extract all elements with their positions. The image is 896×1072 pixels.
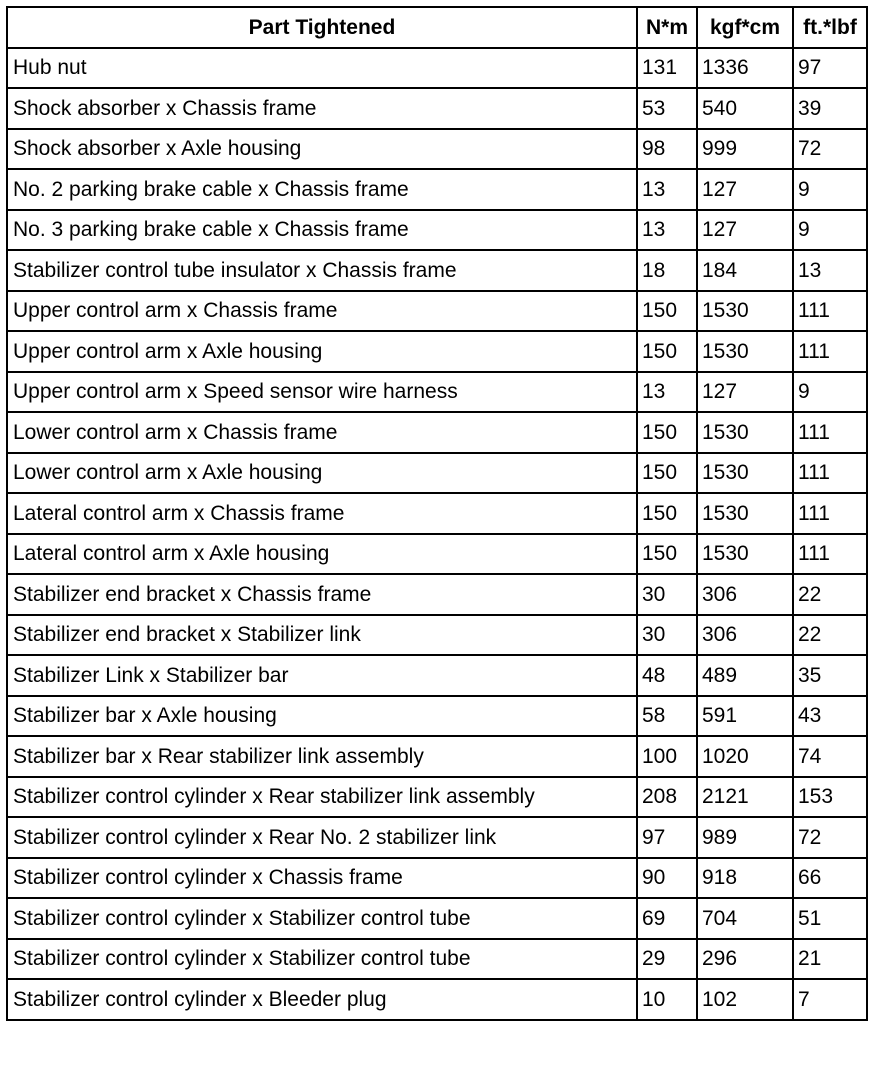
table-row: [7, 736, 867, 777]
table-row: [7, 615, 867, 656]
cell-part-tightened: Stabilizer control cylinder x Stabilizer control tube: [7, 939, 637, 980]
cell-nm: 69: [637, 898, 697, 939]
cell-kgf-cm: 306: [697, 615, 793, 656]
cell-ft-lbf: 39: [793, 88, 867, 129]
cell-kgf-cm: 1530: [697, 453, 793, 494]
header-nm: N*m: [637, 7, 697, 48]
cell-kgf-cm: 306: [697, 574, 793, 615]
table-row: [7, 574, 867, 615]
cell-nm: 131: [637, 48, 697, 89]
table-row: [7, 939, 867, 980]
cell-kgf-cm: 591: [697, 696, 793, 737]
cell-nm: 97: [637, 817, 697, 858]
cell-ft-lbf: 21: [793, 939, 867, 980]
table-row: [7, 372, 867, 413]
cell-ft-lbf: 72: [793, 817, 867, 858]
cell-nm: 90: [637, 858, 697, 899]
cell-kgf-cm: 704: [697, 898, 793, 939]
cell-ft-lbf: 111: [793, 453, 867, 494]
cell-kgf-cm: 1530: [697, 331, 793, 372]
table-row: [7, 493, 867, 534]
cell-kgf-cm: 184: [697, 250, 793, 291]
cell-nm: 30: [637, 615, 697, 656]
table-row: [7, 331, 867, 372]
cell-part-tightened: Lower control arm x Axle housing: [7, 453, 637, 494]
table-row: [7, 453, 867, 494]
cell-part-tightened: Stabilizer control tube insulator x Chassis frame: [7, 250, 637, 291]
cell-kgf-cm: 127: [697, 169, 793, 210]
table-row: [7, 696, 867, 737]
cell-ft-lbf: 66: [793, 858, 867, 899]
cell-part-tightened: Stabilizer control cylinder x Rear No. 2 stabilizer link: [7, 817, 637, 858]
cell-ft-lbf: 22: [793, 574, 867, 615]
cell-part-tightened: Stabilizer bar x Rear stabilizer link assembly: [7, 736, 637, 777]
cell-nm: 100: [637, 736, 697, 777]
cell-nm: 208: [637, 777, 697, 818]
cell-part-tightened: Stabilizer control cylinder x Rear stabilizer link assembly: [7, 777, 637, 818]
cell-part-tightened: Upper control arm x Axle housing: [7, 331, 637, 372]
cell-kgf-cm: 1020: [697, 736, 793, 777]
cell-nm: 13: [637, 169, 697, 210]
cell-kgf-cm: 489: [697, 655, 793, 696]
cell-kgf-cm: 1336: [697, 48, 793, 89]
cell-ft-lbf: 111: [793, 412, 867, 453]
cell-nm: 30: [637, 574, 697, 615]
cell-kgf-cm: 127: [697, 210, 793, 251]
cell-nm: 150: [637, 534, 697, 575]
cell-kgf-cm: 1530: [697, 534, 793, 575]
table-row: [7, 534, 867, 575]
cell-nm: 150: [637, 493, 697, 534]
cell-ft-lbf: 13: [793, 250, 867, 291]
cell-ft-lbf: 97: [793, 48, 867, 89]
cell-part-tightened: Stabilizer control cylinder x Stabilizer control tube: [7, 898, 637, 939]
cell-ft-lbf: 111: [793, 291, 867, 332]
cell-kgf-cm: 989: [697, 817, 793, 858]
cell-ft-lbf: 43: [793, 696, 867, 737]
cell-nm: 18: [637, 250, 697, 291]
cell-part-tightened: Stabilizer bar x Axle housing: [7, 696, 637, 737]
cell-ft-lbf: 9: [793, 210, 867, 251]
cell-kgf-cm: 1530: [697, 291, 793, 332]
table-row: [7, 210, 867, 251]
cell-nm: 150: [637, 412, 697, 453]
table-row: [7, 858, 867, 899]
cell-nm: 29: [637, 939, 697, 980]
header-part-tightened: Part Tightened: [7, 7, 637, 48]
cell-ft-lbf: 35: [793, 655, 867, 696]
cell-ft-lbf: 111: [793, 331, 867, 372]
cell-part-tightened: Lateral control arm x Chassis frame: [7, 493, 637, 534]
cell-kgf-cm: 999: [697, 129, 793, 170]
cell-part-tightened: No. 3 parking brake cable x Chassis frame: [7, 210, 637, 251]
torque-spec-table: [6, 6, 868, 1021]
cell-part-tightened: Upper control arm x Chassis frame: [7, 291, 637, 332]
table-row: [7, 88, 867, 129]
cell-part-tightened: Hub nut: [7, 48, 637, 89]
header-ft-lbf: ft.*lbf: [793, 7, 867, 48]
cell-part-tightened: Shock absorber x Axle housing: [7, 129, 637, 170]
cell-kgf-cm: 1530: [697, 412, 793, 453]
cell-nm: 10: [637, 979, 697, 1020]
cell-kgf-cm: 1530: [697, 493, 793, 534]
table-row: [7, 48, 867, 89]
cell-ft-lbf: 7: [793, 979, 867, 1020]
table-row: [7, 898, 867, 939]
table-row: [7, 817, 867, 858]
cell-kgf-cm: 540: [697, 88, 793, 129]
cell-ft-lbf: 51: [793, 898, 867, 939]
cell-part-tightened: Stabilizer control cylinder x Bleeder plug: [7, 979, 637, 1020]
table-row: [7, 655, 867, 696]
cell-ft-lbf: 72: [793, 129, 867, 170]
cell-nm: 150: [637, 291, 697, 332]
cell-ft-lbf: 22: [793, 615, 867, 656]
cell-nm: 58: [637, 696, 697, 737]
table-row: [7, 291, 867, 332]
cell-part-tightened: Stabilizer end bracket x Chassis frame: [7, 574, 637, 615]
cell-kgf-cm: 127: [697, 372, 793, 413]
cell-nm: 150: [637, 453, 697, 494]
cell-part-tightened: Lateral control arm x Axle housing: [7, 534, 637, 575]
cell-kgf-cm: 296: [697, 939, 793, 980]
cell-kgf-cm: 918: [697, 858, 793, 899]
cell-nm: 13: [637, 372, 697, 413]
table-header-row: [7, 7, 867, 48]
cell-nm: 13: [637, 210, 697, 251]
cell-part-tightened: Stabilizer control cylinder x Chassis frame: [7, 858, 637, 899]
cell-ft-lbf: 9: [793, 169, 867, 210]
cell-nm: 53: [637, 88, 697, 129]
cell-ft-lbf: 74: [793, 736, 867, 777]
table-row: [7, 777, 867, 818]
cell-part-tightened: Shock absorber x Chassis frame: [7, 88, 637, 129]
cell-nm: 48: [637, 655, 697, 696]
cell-nm: 98: [637, 129, 697, 170]
table-row: [7, 412, 867, 453]
cell-part-tightened: Upper control arm x Speed sensor wire harness: [7, 372, 637, 413]
cell-part-tightened: No. 2 parking brake cable x Chassis frame: [7, 169, 637, 210]
cell-kgf-cm: 2121: [697, 777, 793, 818]
header-kgf-cm: kgf*cm: [697, 7, 793, 48]
cell-part-tightened: Lower control arm x Chassis frame: [7, 412, 637, 453]
cell-ft-lbf: 9: [793, 372, 867, 413]
table-row: [7, 169, 867, 210]
cell-part-tightened: Stabilizer Link x Stabilizer bar: [7, 655, 637, 696]
cell-kgf-cm: 102: [697, 979, 793, 1020]
table-row: [7, 979, 867, 1020]
cell-nm: 150: [637, 331, 697, 372]
cell-ft-lbf: 153: [793, 777, 867, 818]
cell-ft-lbf: 111: [793, 493, 867, 534]
table-row: [7, 250, 867, 291]
table-row: [7, 129, 867, 170]
cell-ft-lbf: 111: [793, 534, 867, 575]
cell-part-tightened: Stabilizer end bracket x Stabilizer link: [7, 615, 637, 656]
table-body: [7, 48, 867, 1020]
